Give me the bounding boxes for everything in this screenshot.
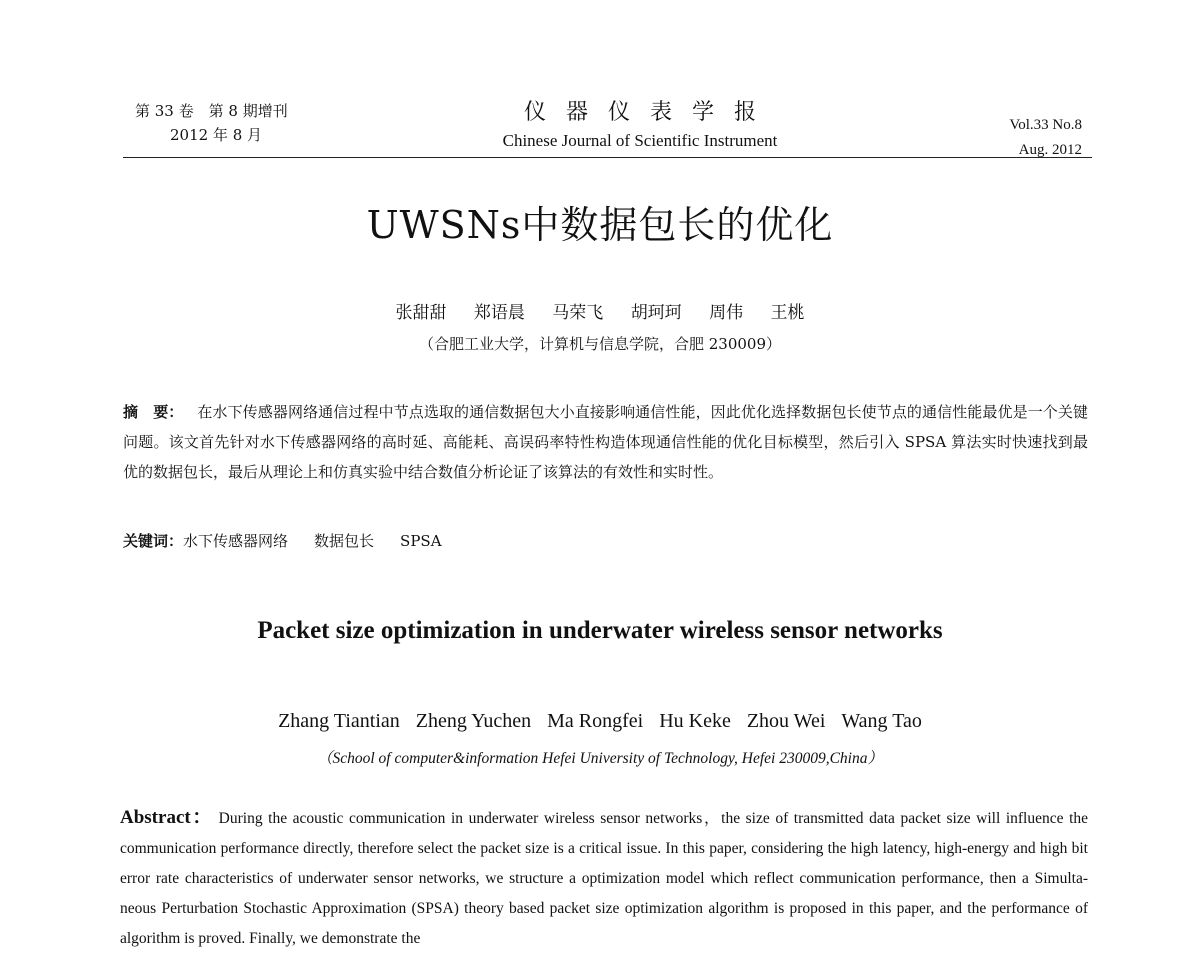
- keyword-term: SPSA: [400, 532, 442, 550]
- abstract-cn-label: 摘 要：: [123, 403, 184, 421]
- header-rule: [123, 157, 1092, 158]
- volume-issue-cn: 第 33 卷 第 8 期增刊: [135, 102, 288, 120]
- volume-en: Vol.33 No.8: [1009, 117, 1082, 133]
- abstract-en-label: Abstract：: [120, 807, 214, 828]
- header-center: [470, 98, 810, 152]
- journal-name-cn: 仪器仪表学报: [523, 100, 776, 125]
- date-cn: 2012 年 8 月: [170, 126, 263, 144]
- author-name: Wang Tao: [841, 710, 922, 732]
- header-left: [135, 99, 288, 147]
- authors-cn: 张甜甜 郑语晨 马荣飞 胡珂珂 周伟 王桃: [395, 303, 805, 323]
- keywords-cn: [123, 530, 468, 551]
- keyword-term: 数据包长: [314, 532, 375, 550]
- journal-name-en: Chinese Journal of Scientific Instrument: [502, 131, 778, 150]
- affiliation-en: （School of computer&information Hefei University of Technology, Hefei 230009,China）: [317, 750, 883, 767]
- keywords-cn-label: 关键词：: [123, 532, 184, 550]
- authors-en: [0, 710, 1200, 733]
- author-name: Hu Keke: [659, 710, 731, 732]
- abstract-cn: [123, 397, 1088, 487]
- author-name: Ma Rongfei: [547, 710, 644, 732]
- author-name: Zheng Yuchen: [415, 710, 532, 732]
- paper-title-cn: UWSNs中数据包长的优化: [366, 203, 834, 247]
- author-name: Zhou Wei: [746, 710, 826, 732]
- abstract-cn-text: 在水下传感器网络通信过程中节点选取的通信数据包大小直接影响通信性能，因此优化选择数据包长使节点的通信性能最优是一个关键问题。该文首先针对水下传感器网络的高时延、高能耗、高误码率特性构造体现通信性能的优化目标模型，然后引入 SPSA 算法实时快速找到最优的数据包长，最后从理论上和仿真实验中结合数值分析论证了该算法的有效性和实时性。: [123, 403, 1088, 481]
- paper-title-en: Packet size optimization in underwater wireless sensor networks: [257, 617, 943, 644]
- affiliation-cn: （合肥工业大学，计算机与信息学院，合肥 230009）: [418, 335, 782, 353]
- date-en: Aug. 2012: [1018, 142, 1082, 158]
- abstract-en: [120, 803, 1088, 954]
- author-name: Zhang Tiantian: [278, 710, 400, 732]
- abstract-en-text: During the acoustic communication in underwater wireless sensor networks，the size of transmitted data packet size will influence the communication performance directly, therefore select the packet size is a critical issue. In this paper, considering the high latency, high-energy and high bit error rate characteristics of underwater sensor networks, we structure a optimization model which reflect communication performance, then a Simulta- neous Perturbation Stochastic Approximation (SPSA) theory based packet size optimization algorithm is proposed in this paper, and the performance of algorithm is proved. Finally, we demonstrate the: [120, 810, 1089, 947]
- keyword-term: 水下传感器网络: [183, 532, 289, 550]
- header-right: [1009, 113, 1082, 163]
